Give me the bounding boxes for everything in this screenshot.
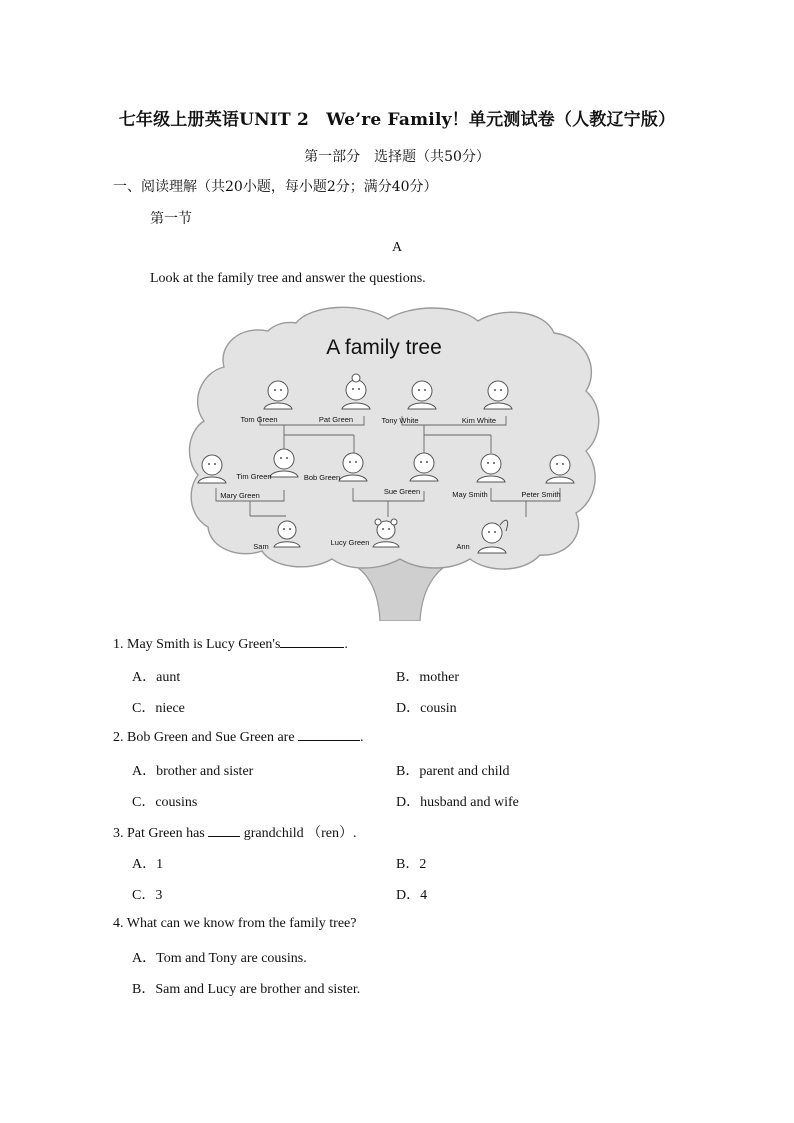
label-mary-green: Mary Green [220, 491, 260, 500]
label-sue-green: Sue Green [383, 487, 421, 496]
question-1-option-c[interactable] [132, 697, 185, 717]
part-heading: 第一部分 选择题（共50分） [304, 149, 490, 165]
label-sam: Sam [253, 542, 269, 551]
option-text: 2 [419, 857, 427, 872]
question-1-stem: 1. May Smith is Lucy Green's [113, 637, 281, 652]
question-4 [113, 916, 356, 932]
question-1-option-a[interactable] [132, 666, 180, 686]
label-bob-green: Bob Green [303, 473, 341, 482]
question-1-stem-end: . [344, 637, 348, 652]
question-2-stem: 2. Bob Green and Sue Green are [113, 730, 295, 745]
option-text: parent and child [419, 764, 510, 779]
option-text: cousin [420, 701, 457, 716]
question-4-stem: 4. What can we know from the family tree? [113, 916, 357, 931]
label-lucy-green: Lucy Green [330, 538, 370, 547]
option-letter: C． [132, 795, 156, 810]
question-2-option-c[interactable] [132, 791, 197, 811]
option-text: 1 [156, 857, 164, 872]
option-text: cousins [155, 795, 198, 810]
option-text: brother and sister [156, 764, 254, 779]
passage-letter: A [391, 240, 403, 255]
option-letter: D． [396, 795, 421, 810]
question-3-option-a[interactable] [132, 853, 163, 873]
option-text: aunt [156, 670, 181, 685]
option-text: husband and wife [420, 795, 519, 810]
question-4-option-a[interactable] [132, 947, 307, 967]
question-2-option-d[interactable] [396, 791, 519, 811]
option-letter: C． [132, 701, 156, 716]
option-letter: A． [132, 951, 157, 966]
question-4-option-b[interactable] [132, 978, 360, 998]
question-3 [113, 822, 357, 842]
document-title: 七年级上册英语UNIT 2 We’re Family！单元测试卷（人教辽宁版） [118, 110, 676, 130]
question-3-stem: 3. Pat Green has [113, 826, 205, 841]
question-3-stem-end: grandchild （ren）. [243, 826, 357, 841]
question-1-option-b[interactable] [396, 666, 459, 686]
option-letter: B． [132, 982, 156, 997]
option-letter: B． [396, 670, 420, 685]
label-tim-green: Tim Green [236, 472, 272, 481]
question-2-stem-end: . [360, 730, 364, 745]
label-pat-green: Pat Green [318, 415, 354, 424]
option-letter: B． [396, 764, 420, 779]
option-text: niece [155, 701, 185, 716]
question-1-option-d[interactable] [396, 697, 457, 717]
question-3-option-b[interactable] [396, 853, 426, 873]
family-tree-title: A family tree [326, 336, 442, 359]
option-letter: A． [132, 670, 157, 685]
label-peter-smith: Peter Smith [521, 490, 561, 499]
label-tom-green: Tom Green [240, 415, 278, 424]
option-letter: B． [396, 857, 420, 872]
family-tree-image [188, 303, 604, 621]
option-letter: D． [396, 701, 421, 716]
option-text: mother [419, 670, 459, 685]
question-2-option-b[interactable] [396, 760, 510, 780]
option-text: 4 [420, 888, 428, 903]
question-2-option-a[interactable] [132, 760, 253, 780]
answer-blank[interactable] [280, 635, 344, 648]
answer-blank[interactable] [298, 728, 360, 741]
question-3-option-d[interactable] [396, 884, 427, 904]
option-text: Sam and Lucy are brother and sister. [155, 982, 361, 997]
question-1 [113, 635, 348, 653]
label-ann: Ann [456, 542, 470, 551]
label-kim-white: Kim White [461, 416, 497, 425]
question-2 [113, 728, 364, 746]
label-may-smith: May Smith [452, 490, 488, 499]
option-letter: A． [132, 857, 157, 872]
option-letter: A． [132, 764, 157, 779]
question-3-option-c[interactable] [132, 884, 162, 904]
option-letter: D． [396, 888, 421, 903]
option-text: Tom and Tony are cousins. [156, 951, 307, 966]
answer-blank[interactable] [208, 824, 240, 837]
label-tony-white: Tony White [381, 416, 419, 425]
option-text: 3 [155, 888, 163, 903]
option-letter: C． [132, 888, 156, 903]
subsection-heading: 第一节 [150, 211, 192, 227]
instruction-text: Look at the family tree and answer the questions. [150, 271, 426, 286]
section-heading: 一、阅读理解（共20小题，每小题2分；满分40分） [113, 179, 438, 195]
